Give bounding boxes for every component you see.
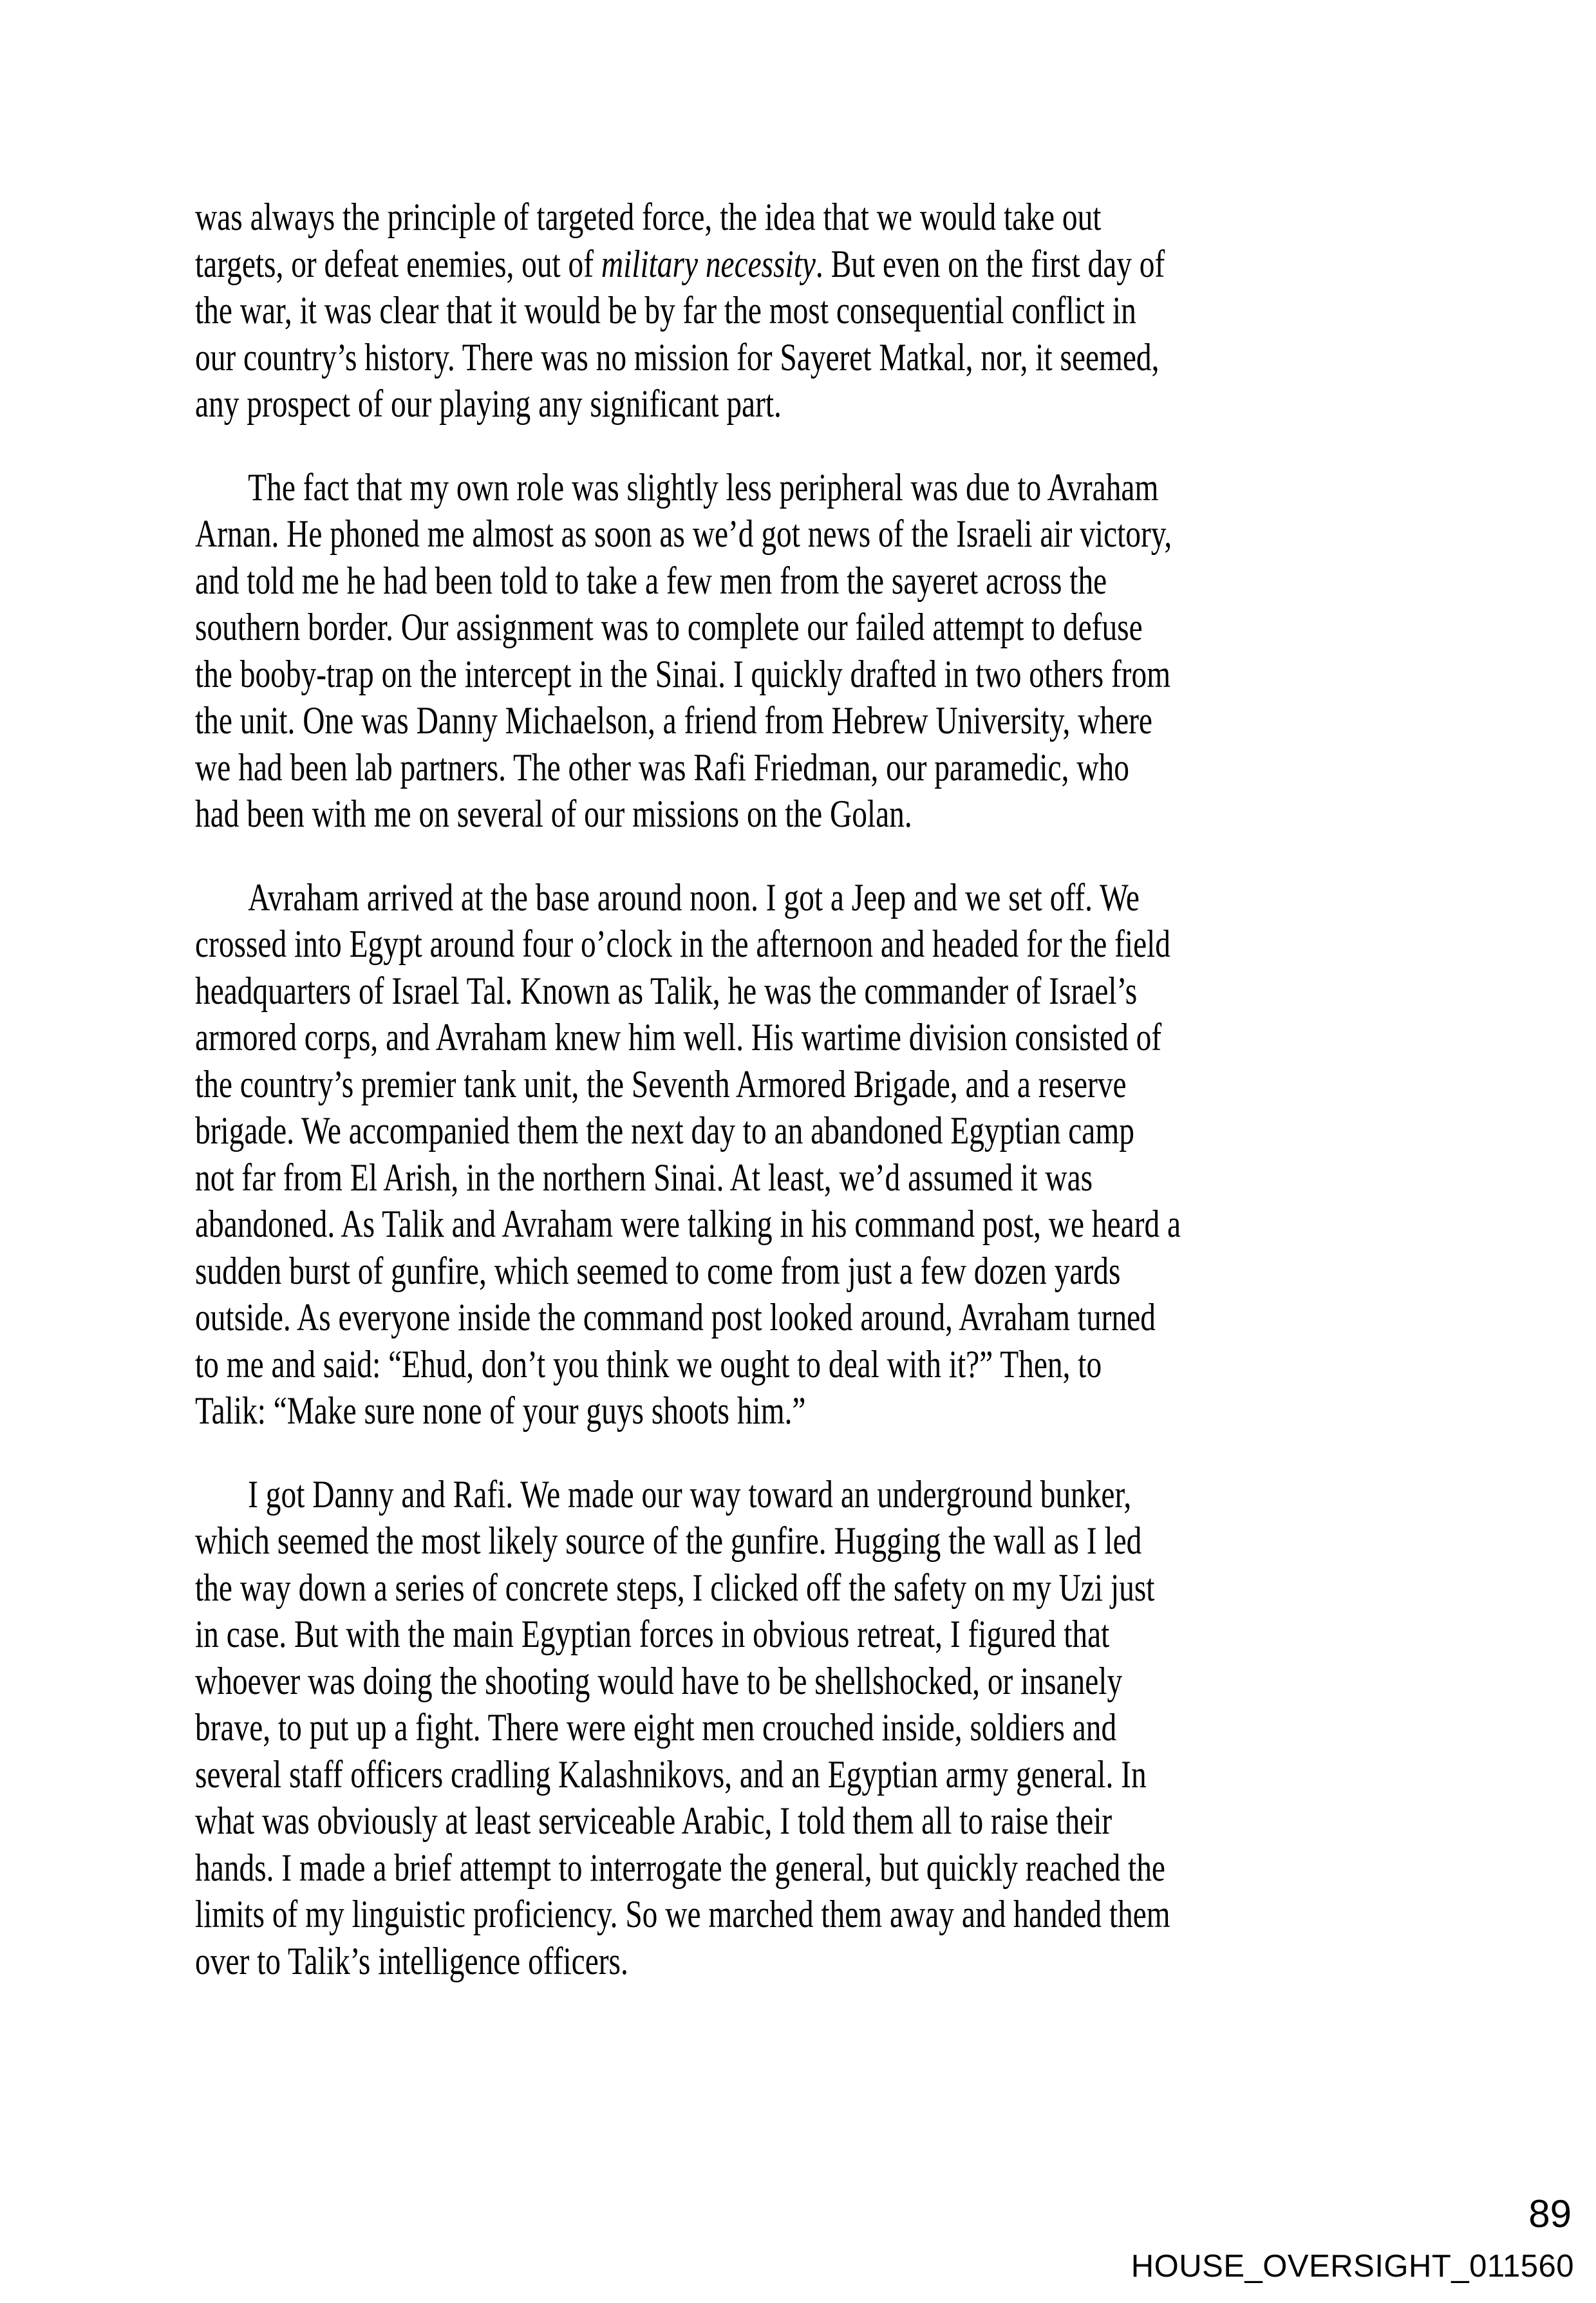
- body-line: [195, 1565, 1426, 1612]
- text-segment: hands. I made a brief attempt to interrogate the general, but quickly reached the: [195, 1846, 1165, 1889]
- text-segment: The fact that my own role was slightly less peripheral was due to Avraham: [248, 465, 1159, 509]
- body-line: [195, 558, 1426, 605]
- text-segment: which seemed the most likely source of the gunfire. Hugging the wall as I led: [195, 1519, 1142, 1562]
- text-segment: outside. As everyone inside the command post looked around, Avraham turned: [195, 1296, 1156, 1339]
- text-segment: to me and said: “Ehud, don’t you think we ought to deal with it?” Then, to: [195, 1342, 1102, 1386]
- text-segment: several staff officers cradling Kalashnikovs, and an Egyptian army general. In: [195, 1753, 1147, 1796]
- text-segment: the unit. One was Danny Michaelson, a friend from Hebrew University, where: [195, 699, 1152, 742]
- text-segment: Avraham arrived at the base around noon. I got a Jeep and we set off. We: [248, 876, 1140, 919]
- text-segment: we had been lab partners. The other was Rafi Friedman, our paramedic, who: [195, 746, 1129, 789]
- text-segment: the war, it was clear that it would be by far the most consequential conflict in: [195, 289, 1136, 332]
- text-segment: southern border. Our assignment was to complete our failed attempt to defuse: [195, 606, 1143, 648]
- body-line: [195, 1658, 1426, 1705]
- body-line: [195, 241, 1426, 288]
- body-line: [195, 697, 1426, 744]
- text-segment: targets, or defeat enemies, out of: [195, 242, 601, 285]
- body-line: [195, 791, 1426, 838]
- body-line: [195, 464, 1426, 511]
- text-segment: in case. But with the main Egyptian forces in obvious retreat, I figured that: [195, 1613, 1110, 1655]
- text-segment: had been with me on several of our missions on the Golan.: [195, 793, 912, 835]
- body-line: [195, 1891, 1426, 1938]
- text-segment: Talik: “Make sure none of your guys shoots him.”: [195, 1389, 806, 1432]
- body-line: [195, 1107, 1426, 1154]
- body-line: [195, 651, 1426, 698]
- text-segment: and told me he had been told to take a few men from the sayeret across the: [195, 559, 1107, 602]
- body-line: [195, 1611, 1426, 1658]
- paragraph: [195, 1471, 1426, 1985]
- text-segment: limits of my linguistic proficiency. So we marched them away and handed them: [195, 1893, 1170, 1935]
- page-number: 89: [1528, 2192, 1572, 2235]
- italic-phrase: military necessity: [601, 242, 816, 285]
- text-segment: brave, to put up a fight. There were eight men crouched inside, soldiers and: [195, 1706, 1117, 1749]
- bates-stamp: HOUSE_OVERSIGHT_011560: [1131, 2249, 1574, 2284]
- body-line: [195, 381, 1426, 428]
- body-line: [195, 1341, 1426, 1388]
- text-segment: crossed into Egypt around four o’clock in the afternoon and headed for the field: [195, 923, 1170, 965]
- text-segment: headquarters of Israel Tal. Known as Talik, he was the commander of Israel’s: [195, 969, 1138, 1012]
- body-line: [195, 744, 1426, 791]
- body-line: [195, 1845, 1426, 1892]
- body-line: [195, 287, 1426, 334]
- body-line: [195, 1061, 1426, 1108]
- text-segment: what was obviously at least serviceable Arabic, I told them all to raise their: [195, 1800, 1113, 1842]
- text-segment: any prospect of our playing any significant part.: [195, 382, 782, 425]
- body-line: [195, 1751, 1426, 1798]
- body-line: [195, 1248, 1426, 1295]
- body-line: [195, 1014, 1426, 1061]
- body-line: [195, 1387, 1426, 1434]
- text-segment: over to Talik’s intelligence officers.: [195, 1939, 628, 1982]
- text-segment: the way down a series of concrete steps, I clicked off the safety on my Uzi just: [195, 1566, 1155, 1609]
- text-segment: Arnan. He phoned me almost as soon as we’d got news of the Israeli air victory,: [195, 512, 1172, 555]
- body-line: [195, 1294, 1426, 1341]
- paragraph: [195, 194, 1426, 428]
- text-segment: armored corps, and Avraham knew him well. His wartime division consisted of: [195, 1016, 1162, 1058]
- text-segment: brigade. We accompanied them the next day to an abandoned Egyptian camp: [195, 1109, 1134, 1152]
- body-line: [195, 1201, 1426, 1248]
- body-line: [195, 1798, 1426, 1845]
- body-line: [195, 1938, 1426, 1985]
- text-segment: the country’s premier tank unit, the Seventh Armored Brigade, and a reserve: [195, 1062, 1127, 1105]
- text-segment: the booby-trap on the intercept in the Sinai. I quickly drafted in two others from: [195, 652, 1171, 695]
- text-segment: abandoned. As Talik and Avraham were talking in his command post, we heard a: [195, 1203, 1181, 1245]
- text-segment: sudden burst of gunfire, which seemed to come from just a few dozen yards: [195, 1249, 1121, 1292]
- paragraph: [195, 464, 1426, 838]
- body-line: [195, 921, 1426, 968]
- text-segment: whoever was doing the shooting would have to be shellshocked, or insanely: [195, 1659, 1123, 1702]
- body-line: [195, 1704, 1426, 1751]
- body-line: [195, 1518, 1426, 1565]
- body-line: [195, 194, 1426, 241]
- body-line: [195, 1471, 1426, 1518]
- text-segment: was always the principle of targeted force, the idea that we would take out: [195, 196, 1102, 238]
- body-text: [195, 194, 1426, 1984]
- paragraph: [195, 874, 1426, 1434]
- text-segment: our country’s history. There was no mission for Sayeret Matkal, nor, it seemed,: [195, 335, 1159, 379]
- body-line: [195, 511, 1426, 558]
- body-line: [195, 968, 1426, 1015]
- body-line: [195, 1154, 1426, 1201]
- body-line: [195, 874, 1426, 921]
- text-segment: . But even on the first day of: [815, 242, 1165, 285]
- body-line: [195, 334, 1426, 381]
- body-line: [195, 604, 1426, 651]
- text-segment: not far from El Arish, in the northern Sinai. At least, we’d assumed it was: [195, 1156, 1093, 1199]
- text-segment: I got Danny and Rafi. We made our way toward an underground bunker,: [248, 1472, 1132, 1516]
